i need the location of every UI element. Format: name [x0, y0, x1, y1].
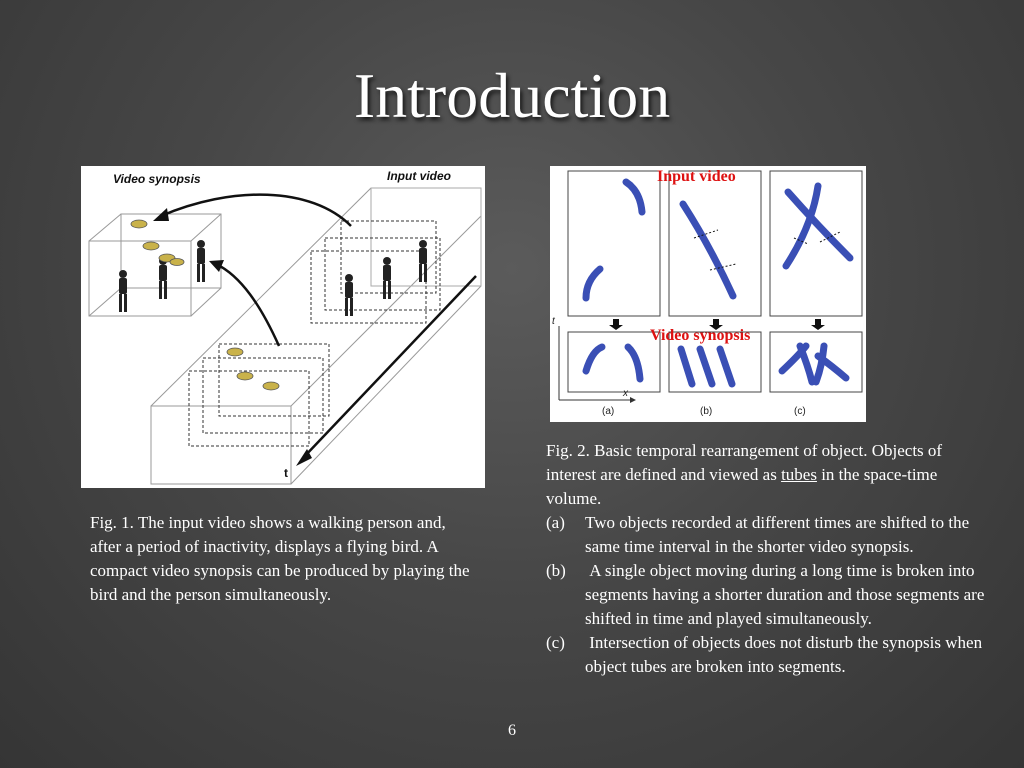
- caption-intro-text: Fig. 2. Basic temporal rearrangement of object. Objects of interest are defined and viewed as: [546, 441, 943, 484]
- figure-1-caption: Fig. 1. The input video shows a walking person and, after a period of inactivity, displays a flying bird. A compact video synopsis can be produced by playing the bird and the person simultaneously.: [90, 513, 470, 604]
- figure-2-caption-intro: [546, 439, 986, 511]
- figure-2-synopsis-label: Video synopsis: [650, 327, 751, 344]
- page-number: 6: [508, 722, 516, 739]
- caption-list-item-a: [546, 511, 986, 559]
- list-item-text: Two objects recorded at different times are shifted to the same time interval in the shorter video synopsis.: [585, 513, 970, 556]
- figure-2-input-label: Input video: [657, 168, 736, 185]
- figure-2-panel-b-label: (b): [700, 406, 713, 417]
- list-marker: (a): [546, 513, 565, 532]
- list-marker: (b): [546, 561, 566, 580]
- caption-intro-text-end: in the space-time volume.: [546, 465, 938, 508]
- list-marker: (c): [546, 633, 565, 652]
- figure-1-video-synopsis-diagram: [81, 166, 485, 488]
- figure-1-input-label: Input video: [387, 169, 451, 183]
- caption-list-item-c: [546, 631, 986, 679]
- figure-2-t-axis-label: t: [552, 316, 555, 327]
- tubes-link: tubes: [781, 465, 817, 484]
- figure-1-t-axis-label: t: [284, 466, 288, 480]
- figure-2-x-axis-label: x: [623, 388, 628, 399]
- figure-1-synopsis-label: Video synopsis: [113, 172, 201, 186]
- list-item-text: Intersection of objects does not disturb the synopsis when object tubes are broken into segments.: [585, 633, 987, 676]
- figure-2-caption: [546, 439, 989, 679]
- figure-2-tube-rearrangement-diagram: [550, 166, 866, 422]
- figure-2-panel-c-label: (c): [794, 406, 806, 417]
- figure-1-illustration: [81, 166, 485, 488]
- list-item-text: A single object moving during a long time is broken into segments having a shorter duration and those segments are shifted in time and played simultaneously.: [585, 561, 989, 628]
- figure-2-panel-a-label: (a): [602, 406, 615, 417]
- caption-list-item-b: [546, 559, 989, 631]
- slide-title: Introduction: [353, 60, 671, 131]
- figure-2-illustration: [550, 166, 866, 422]
